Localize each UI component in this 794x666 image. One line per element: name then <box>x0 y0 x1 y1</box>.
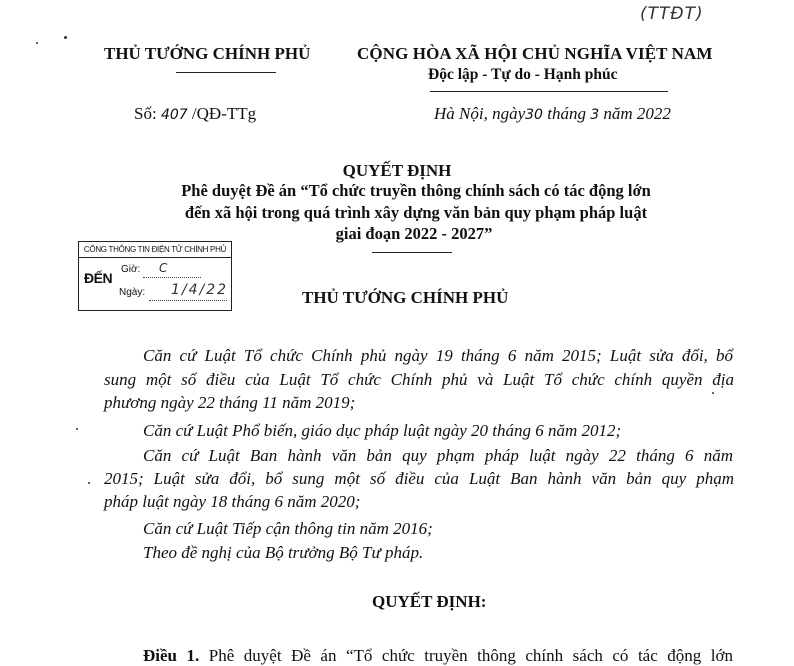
scan-speck <box>88 482 90 484</box>
legal-basis-line: phương ngày 22 tháng 11 năm 2019; <box>104 393 356 412</box>
place-date-text-3: năm 2022 <box>599 104 671 123</box>
place-date-text-2: tháng <box>542 104 591 123</box>
legal-basis-line: Căn cứ Luật Tiếp cận thông tin năm 2016; <box>143 519 433 538</box>
document-type: QUYẾT ĐỊNH <box>342 161 452 180</box>
article-1-text: Phê duyệt Đề án “Tổ chức truyền thông chính sách có tác động lớn <box>199 646 733 665</box>
doc-number-value: 407 <box>160 107 188 123</box>
agency-underline <box>176 72 276 73</box>
stamp-date-dots <box>149 299 227 301</box>
stamp-header: CỔNG THÔNG TIN ĐIỆN TỬ CHÍNH PHỦ <box>79 242 231 258</box>
article-1 <box>143 646 733 666</box>
handwritten-note: (TTĐT) <box>640 4 704 24</box>
legal-basis-line: Căn cứ Luật Phổ biến, giáo dục pháp luật ngày 20 tháng 6 năm 2012; <box>143 421 622 440</box>
scan-speck <box>76 428 78 430</box>
stamp-received-label: ĐẾN <box>84 270 113 286</box>
document-number <box>134 104 256 124</box>
legal-basis-line: Căn cứ Luật Tổ chức Chính phủ ngày 19 tháng 6 năm 2015; Luật sửa đổi, bổ <box>143 346 733 365</box>
received-stamp <box>78 241 232 311</box>
issuer-heading: THỦ TƯỚNG CHÍNH PHỦ <box>302 288 509 307</box>
legal-basis-line: 2015; Luật sửa đổi, bổ sung một số điều của Luật Ban hành văn bản quy phạm <box>104 469 734 488</box>
stamp-date-label: Ngày: <box>119 287 146 298</box>
legal-basis-line: pháp luật ngày 18 tháng 6 năm 2020; <box>104 492 361 511</box>
doc-number-prefix: Số: <box>134 104 161 123</box>
date-day: 30 <box>525 107 543 123</box>
subject-line: giai đoạn 2022 - 2027” <box>335 224 493 243</box>
legal-basis-line: Căn cứ Luật Ban hành văn bản quy phạm pháp luật ngày 22 tháng 6 năm <box>143 446 733 465</box>
decision-heading: QUYẾT ĐỊNH: <box>372 592 487 611</box>
subject-line: đến xã hội trong quá trình xây dựng văn bản quy phạm pháp luật <box>184 203 648 222</box>
place-and-date <box>434 104 671 124</box>
legal-basis-line: sung một số điều của Luật Tổ chức Chính phủ và Luật Tổ chức chính quyền địa <box>104 370 734 389</box>
national-title: CỘNG HÒA XÃ HỘI CHỦ NGHĨA VIỆT NAM <box>357 44 713 63</box>
subject-line: Phê duyệt Đề án “Tổ chức truyền thông chính sách có tác động lớn <box>181 181 651 200</box>
scan-speck <box>36 42 38 44</box>
place-date-text-1: Hà Nội, ngày <box>434 104 526 123</box>
stamp-time-dots <box>143 276 201 278</box>
motto-underline <box>430 91 668 92</box>
stamp-date-value: 1/4/22 <box>171 282 229 298</box>
stamp-time-label: Giờ: <box>121 264 141 275</box>
legal-basis-line: Theo đề nghị của Bộ trưởng Bộ Tư pháp. <box>143 543 424 562</box>
stamp-time-value: C <box>159 261 168 275</box>
issuing-agency: THỦ TƯỚNG CHÍNH PHỦ <box>104 44 311 63</box>
scan-speck <box>712 392 714 394</box>
scan-speck <box>64 36 67 39</box>
article-1-label: Điều 1. <box>143 646 200 665</box>
date-month: 3 <box>590 107 600 123</box>
national-motto: Độc lập - Tự do - Hạnh phúc <box>428 66 618 83</box>
doc-number-suffix: /QĐ-TTg <box>187 104 257 123</box>
subject-underline <box>372 252 452 253</box>
